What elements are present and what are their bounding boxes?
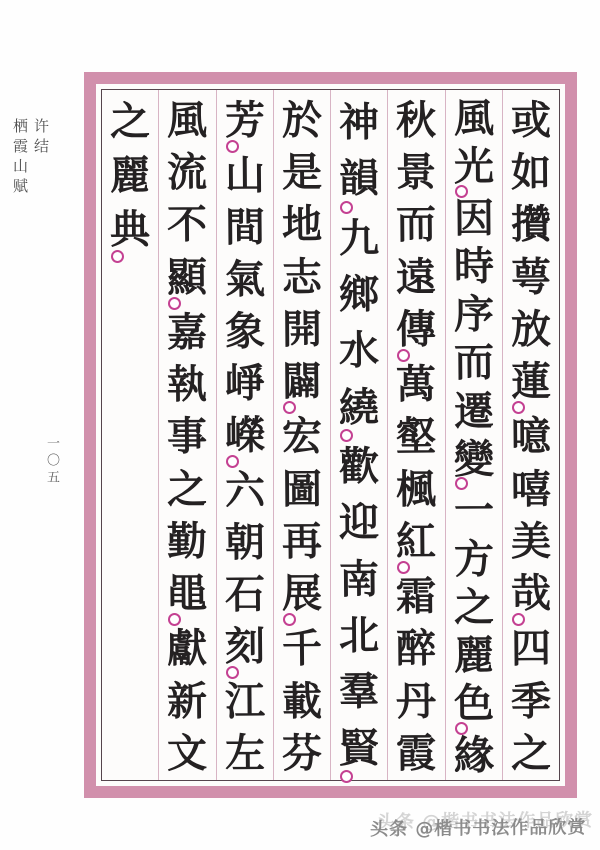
- calligraphy-character: 獻: [167, 625, 208, 673]
- calligraphy-character: 丹: [396, 677, 437, 725]
- calligraphy-character: 嘻: [510, 465, 552, 513]
- calligraphy-character: 芬: [281, 729, 323, 778]
- text-column: [446, 90, 503, 780]
- calligraphy-character: 之: [167, 465, 208, 513]
- calligraphy-character: 九: [338, 214, 380, 262]
- text-column: [503, 90, 559, 780]
- calligraphy-frame: [84, 72, 577, 798]
- calligraphy-character: 南: [338, 555, 380, 603]
- calligraphy-character: 羣: [338, 668, 380, 716]
- calligraphy-character: 鄉: [338, 270, 380, 319]
- calligraphy-character: 闢: [281, 358, 323, 406]
- calligraphy-character: 之: [453, 583, 494, 632]
- calligraphy-character: 於: [281, 96, 323, 145]
- calligraphy-character: 山: [224, 151, 265, 200]
- calligraphy-character: 之: [109, 97, 151, 146]
- calligraphy-character: 色: [453, 680, 494, 728]
- calligraphy-character: 而: [396, 201, 437, 249]
- calligraphy-character: 地: [281, 201, 323, 249]
- calligraphy-character: 事: [167, 413, 208, 461]
- watermark: 头条 @楷书书法作品欣赏: [369, 816, 587, 841]
- calligraphy-character: 麗: [109, 151, 151, 200]
- page-number: 一〇五: [44, 436, 59, 487]
- calligraphy-character: 勤: [167, 517, 208, 566]
- calligraphy-character: 而: [453, 339, 494, 387]
- calligraphy-character: 新: [167, 677, 208, 725]
- calligraphy-character: 醉: [396, 625, 437, 673]
- calligraphy-character: 麗: [453, 632, 494, 680]
- calligraphy-character: 左: [224, 729, 265, 778]
- calligraphy-character: 光: [453, 143, 494, 191]
- calligraphy-character: 賢: [338, 724, 380, 772]
- calligraphy-character: 氣: [224, 255, 265, 304]
- calligraphy-character: 開: [281, 305, 323, 354]
- calligraphy-character: 紅: [396, 517, 437, 566]
- calligraphy-character: 秋: [396, 96, 437, 145]
- calligraphy-character: 嶸: [224, 411, 265, 460]
- calligraphy-character: 楓: [396, 465, 437, 513]
- margin-attribution: [10, 118, 52, 198]
- calligraphy-character: 崢: [224, 359, 265, 408]
- calligraphy-character: 黽: [167, 570, 208, 618]
- calligraphy-character: 放: [510, 305, 552, 354]
- calligraphy-character: 霞: [396, 729, 437, 778]
- calligraphy-character: 壑: [396, 413, 437, 461]
- calligraphy-character: 水: [338, 327, 380, 375]
- calligraphy-character: 霜: [396, 573, 437, 621]
- calligraphy-character: 六: [224, 466, 265, 515]
- calligraphy-character: 萬: [396, 361, 437, 409]
- calligraphy-character: 蓮: [510, 358, 552, 406]
- calligraphy-character: 時: [453, 242, 494, 291]
- calligraphy-character: 萼: [510, 253, 552, 301]
- calligraphy-character: 美: [510, 517, 552, 566]
- calligraphy-character: 朝: [224, 518, 265, 567]
- calligraphy-character: 流: [167, 149, 208, 197]
- calligraphy-character: 志: [281, 253, 323, 301]
- calligraphy-character: 芳: [224, 96, 265, 145]
- text-column: [217, 90, 274, 780]
- calligraphy-character: 圖: [281, 465, 323, 513]
- calligraphy-character: 不: [167, 201, 208, 249]
- calligraphy-character: 迎: [338, 499, 380, 547]
- calligraphy-character: 遷: [453, 387, 494, 436]
- calligraphy-character: 風: [167, 96, 208, 145]
- calligraphy-character: 神: [338, 98, 380, 147]
- calligraphy-character: 嘉: [167, 308, 208, 357]
- calligraphy-character: 如: [510, 149, 552, 197]
- calligraphy-character: 展: [281, 570, 323, 618]
- text-column: [159, 90, 216, 780]
- author-name: 许结: [32, 118, 50, 158]
- calligraphy-character: 千: [281, 625, 323, 673]
- calligraphy-character: 變: [453, 435, 494, 484]
- calligraphy-character: 方: [453, 535, 494, 583]
- calligraphy-character: 北: [338, 611, 380, 660]
- work-title: 栖霞山赋: [11, 118, 29, 198]
- calligraphy-character: 景: [396, 149, 437, 197]
- calligraphy-character: 攢: [510, 201, 552, 249]
- calligraphy-character: 因: [453, 194, 494, 242]
- calligraphy-character: 間: [224, 203, 265, 252]
- columns-container: [102, 90, 559, 780]
- calligraphy-character: 繞: [338, 383, 380, 431]
- text-column: [274, 90, 331, 780]
- calligraphy-character: 遠: [396, 253, 437, 301]
- calligraphy-character: 宏: [281, 413, 323, 461]
- text-column: [331, 90, 388, 780]
- calligraphy-character: 刻: [224, 622, 265, 671]
- calligraphy-character: 歡: [338, 442, 380, 491]
- calligraphy-character: 一: [453, 487, 494, 535]
- inner-frame: [101, 89, 560, 781]
- calligraphy-character: 載: [281, 677, 323, 725]
- calligraphy-character: 噫: [510, 413, 552, 461]
- calligraphy-character: 哉: [510, 570, 552, 618]
- calligraphy-character: 韻: [338, 155, 380, 203]
- calligraphy-character: 季: [510, 677, 552, 725]
- calligraphy-character: 是: [281, 149, 323, 197]
- calligraphy-character: 之: [510, 729, 552, 778]
- calligraphy-character: 文: [167, 729, 208, 778]
- calligraphy-character: 顯: [167, 253, 208, 301]
- calligraphy-character: 傳: [396, 305, 437, 354]
- calligraphy-character: 執: [167, 361, 208, 409]
- calligraphy-character: 典: [109, 205, 151, 254]
- calligraphy-character: 象: [224, 307, 265, 356]
- calligraphy-character: 四: [510, 625, 552, 673]
- calligraphy-character: 緣: [453, 731, 494, 779]
- calligraphy-character: 序: [453, 291, 494, 339]
- text-column: [388, 90, 445, 780]
- calligraphy-character: 江: [224, 677, 265, 726]
- calligraphy-character: 或: [510, 96, 552, 145]
- text-column: [102, 90, 159, 780]
- calligraphy-character: 再: [281, 517, 323, 566]
- calligraphy-character: 石: [224, 570, 265, 619]
- calligraphy-character: 風: [453, 94, 494, 143]
